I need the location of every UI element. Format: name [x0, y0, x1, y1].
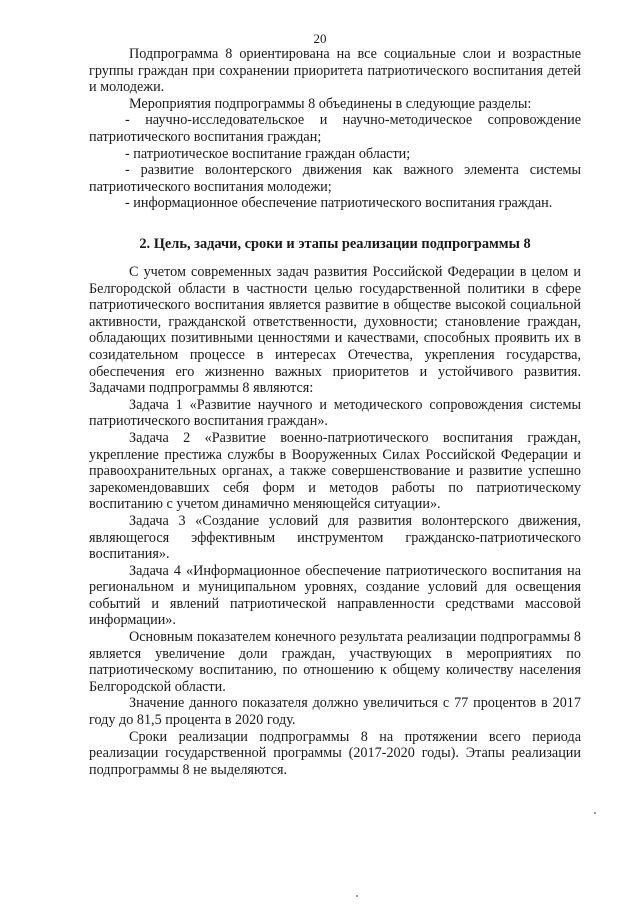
task-4-paragraph: Задача 4 «Информационное обеспечение патриотического воспитания на региональном и муниципальном уровнях, создание условий для освещения событий и явлений патриотической направленности средствами массовой информации».: [89, 562, 581, 629]
list-item: - развитие волонтерского движения как важного элемента системы патриотического воспитания молодежи;: [89, 162, 581, 195]
scan-speck: [594, 812, 596, 814]
page-number: 20: [313, 31, 327, 46]
indicator-paragraph: Основным показателем конечного результата реализации подпрограммы 8 является увеличение доли граждан, участвующих в мероприятиях по патриотическому воспитанию, по отношению к общему количеству населения Белгородской области.: [89, 629, 581, 695]
scan-speck: [356, 895, 358, 897]
intro-section: [89, 46, 581, 212]
goal-paragraph: С учетом современных задач развития Российской Федерации в целом и Белгородской области в частности целью государственной политики в сфере патриотического воспитания является развитие в обществе высокой социальной активности, гражданской ответственности, духовности; становление граждан, обладающих позитивными ценностями и качествами, способных проявить их в созидательном процессе в интересах Отечества, укрепления государства, обеспечения его жизненно важных приоритетов и устойчивого развития. Задачами подпрограммы 8 являются:: [89, 264, 581, 397]
intro-paragraph-1: Подпрограмма 8 ориентирована на все социальные слои и возрастные группы граждан при сохранении приоритета патриотического воспитания детей и молодежи.: [89, 46, 581, 96]
indicator-value-paragraph: Значение данного показателя должно увеличиться с 77 процентов в 2017 году до 81,5 процента в 2020 году.: [89, 695, 581, 729]
intro-paragraph-2: Мероприятия подпрограммы 8 объединены в следующие разделы:: [129, 95, 532, 112]
task-3-paragraph: Задача 3 «Создание условий для развития волонтерского движения, являющегося эффективным инструментом гражданско-патриотического воспитания».: [89, 512, 581, 563]
terms-paragraph: Сроки реализации подпрограммы 8 на протяжении всего периода реализации государственной программы (2017-2020 годы). Этапы реализации подпрограммы 8 не выделяются.: [89, 728, 581, 778]
main-section: [89, 264, 581, 778]
list-item: - информационное обеспечение патриотического воспитания граждан.: [125, 195, 553, 212]
task-1-paragraph: Задача 1 «Развитие научного и методического сопровождения системы патриотического воспитания граждан».: [89, 396, 581, 430]
list-item: - патриотическое воспитание граждан области;: [125, 145, 411, 162]
list-item: - научно-исследовательское и научно-методическое сопровождение патриотического воспитания граждан;: [89, 112, 581, 145]
section-heading: 2. Цель, задачи, сроки и этапы реализации подпрограммы 8: [139, 236, 531, 252]
task-2-paragraph: Задача 2 «Развитие военно-патриотического воспитания граждан, укрепление престижа службы в Вооруженных Силах Российской Федерации и правоохранительных органах, а также совершенствование и развитие успешно зарекомендовавших себя форм и методов работы по патриотическому воспитанию с учетом динамично меняющейся ситуации».: [89, 429, 581, 513]
